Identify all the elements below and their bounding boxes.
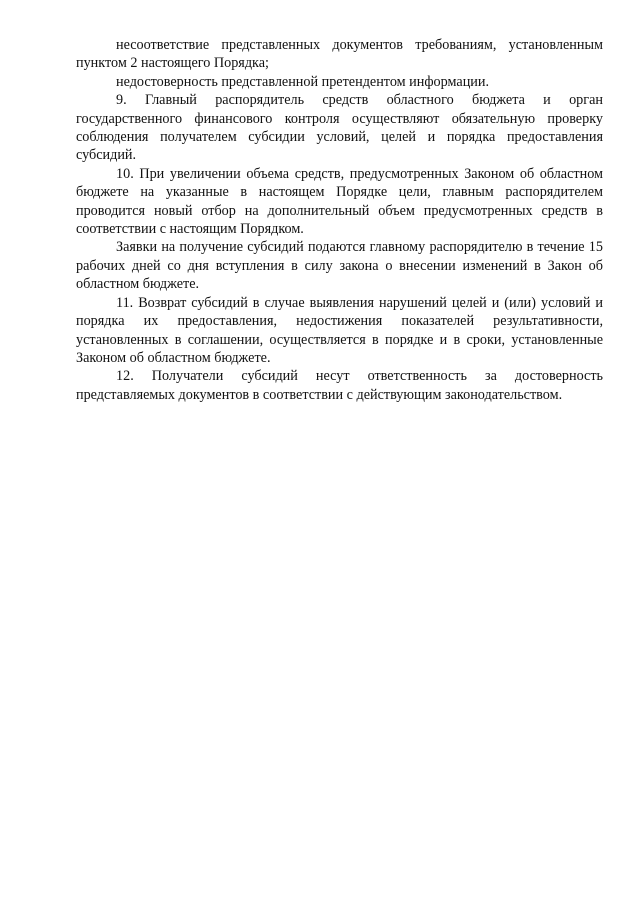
document-body bbox=[76, 36, 603, 404]
paragraph-applications: Заявки на получение субсидий подаются главному распорядителю в течение 15 рабочих дней со дня вступления в силу закона о внесении изменений в Закон об областном бюджете. bbox=[76, 239, 603, 293]
paragraph-item-12: 12. Получатели субсидий несут ответственность за достоверность представляемых документов в соответствии с действующим законодательством. bbox=[76, 368, 603, 403]
paragraph-noncompliance: несоответствие представленных документов требованиям, установленным пунктом 2 настоящего Порядка; bbox=[76, 37, 603, 72]
paragraph-unreliable-info: недостоверность представленной претендентом информации. bbox=[116, 73, 490, 90]
paragraph-item-10: 10. При увеличении объема средств, предусмотренных Законом об областном бюджете на указанные в настоящем Порядке цели, главным распорядителем проводится новый отбор на дополнительный объем предусмотренных средств в соответствии с настоящим Порядком. bbox=[76, 165, 603, 238]
paragraph-item-11: 11. Возврат субсидий в случае выявления нарушений целей и (или) условий и порядка их предоставления, недостижения показателей результативности, установленных в соглашении, осуществляется в порядке и в сроки, установленные Законом об областном бюджете. bbox=[76, 294, 603, 366]
paragraph-item-9: 9. Главный распорядитель средств областного бюджета и орган государственного финансового контроля осуществляют обязательную проверку соблюдения получателем субсидии условий, целей и порядка предоставления субсидий. bbox=[76, 92, 603, 164]
